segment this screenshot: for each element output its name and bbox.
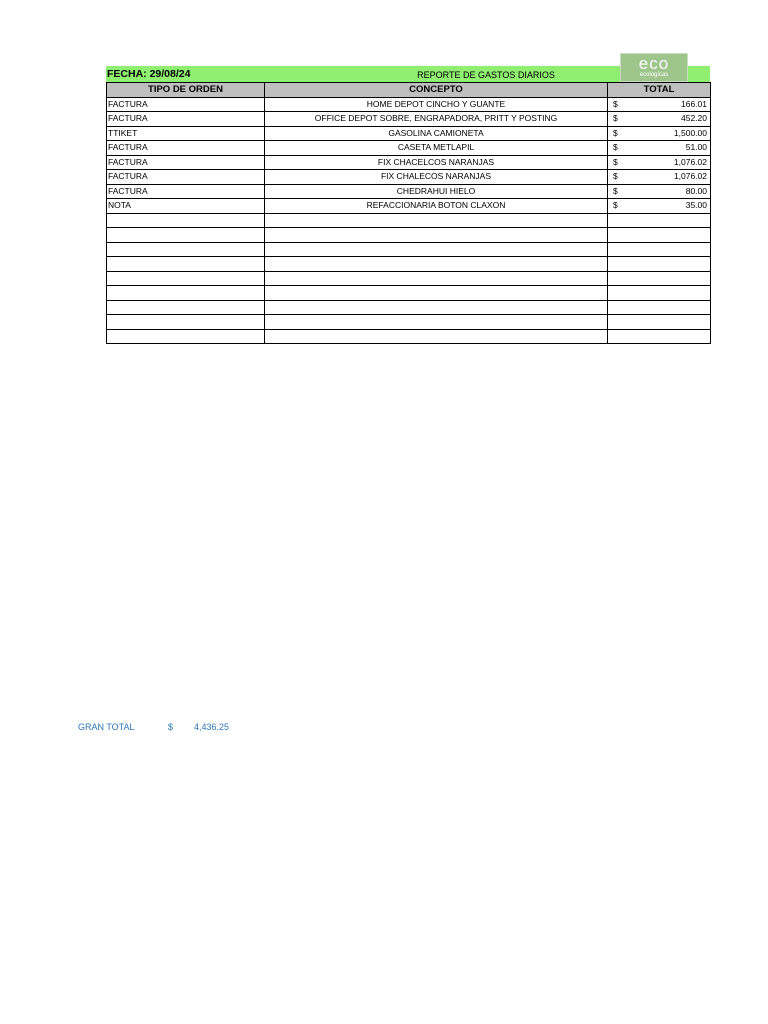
report-banner — [106, 54, 710, 82]
column-header-total: TOTAL — [608, 83, 711, 98]
cell-concepto — [265, 315, 608, 330]
table-body — [107, 97, 711, 344]
cell-amount: 35.00 — [685, 200, 707, 211]
logo-subtext: ecologicas — [639, 72, 669, 78]
cell-concepto: OFFICE DEPOT SOBRE, ENGRAPADORA, PRITT Y POSTING — [265, 112, 608, 127]
cell-amount: 1,500.00 — [673, 127, 707, 138]
cell-concepto — [265, 286, 608, 301]
cell-currency: $ — [613, 127, 618, 138]
table-row — [107, 97, 711, 112]
cell-total — [608, 271, 711, 286]
cell-concepto — [265, 329, 608, 344]
cell-concepto: FIX CHACELCOS NARANJAS — [265, 155, 608, 170]
cell-concepto: HOME DEPOT CINCHO Y GUANTE — [265, 97, 608, 112]
cell-currency: $ — [613, 113, 618, 123]
table-row — [107, 329, 711, 344]
cell-total — [608, 242, 711, 257]
table-row — [107, 141, 711, 156]
cell-amount: 452.20 — [681, 113, 707, 124]
cell-currency: $ — [613, 142, 618, 152]
cell-total — [608, 112, 711, 127]
cell-tipo: FACTURA — [107, 141, 265, 156]
cell-total — [608, 213, 711, 228]
grand-total-currency: $ — [168, 722, 174, 732]
cell-currency: $ — [613, 98, 618, 109]
cell-concepto — [265, 242, 608, 257]
cell-total — [608, 97, 711, 112]
cell-total — [608, 228, 711, 243]
cell-total — [608, 155, 711, 170]
column-header-tipo: TIPO DE ORDEN — [107, 83, 265, 98]
cell-concepto — [265, 228, 608, 243]
table-row — [107, 271, 711, 286]
cell-total — [608, 126, 711, 141]
table-header-row — [107, 83, 711, 98]
grand-total-label: GRAN TOTAL — [78, 722, 135, 732]
cell-amount: 1,076.02 — [673, 156, 707, 167]
cell-currency: $ — [613, 156, 618, 167]
cell-tipo: TTIKET — [107, 126, 265, 141]
cell-total — [608, 184, 711, 199]
column-header-concepto: CONCEPTO — [265, 83, 608, 98]
expense-table — [106, 82, 711, 344]
cell-tipo: FACTURA — [107, 97, 265, 112]
cell-tipo — [107, 228, 265, 243]
cell-tipo: NOTA — [107, 199, 265, 214]
cell-concepto — [265, 257, 608, 272]
cell-tipo — [107, 271, 265, 286]
cell-tipo — [107, 329, 265, 344]
cell-tipo: FACTURA — [107, 155, 265, 170]
table-row — [107, 242, 711, 257]
cell-concepto: GASOLINA CAMIONETA — [265, 126, 608, 141]
cell-amount: 1,076.02 — [673, 171, 707, 182]
table-row — [107, 315, 711, 330]
cell-tipo — [107, 213, 265, 228]
table-row — [107, 257, 711, 272]
logo-text: eco — [638, 54, 670, 73]
table-row — [107, 300, 711, 315]
cell-tipo: FACTURA — [107, 184, 265, 199]
cell-tipo: FACTURA — [107, 112, 265, 127]
expense-report — [106, 54, 710, 344]
cell-amount: 166.01 — [681, 98, 707, 109]
cell-currency: $ — [613, 185, 618, 196]
table-row — [107, 112, 711, 127]
cell-tipo — [107, 300, 265, 315]
cell-currency: $ — [613, 200, 618, 210]
cell-tipo — [107, 242, 265, 257]
cell-tipo — [107, 315, 265, 330]
cell-concepto — [265, 300, 608, 315]
eco-logo — [620, 53, 688, 82]
table-row — [107, 228, 711, 243]
cell-total — [608, 315, 711, 330]
grand-total-value: 4,436.25 — [194, 722, 230, 732]
cell-tipo: FACTURA — [107, 170, 265, 185]
cell-concepto — [265, 271, 608, 286]
cell-total — [608, 199, 711, 214]
cell-amount: 51.00 — [685, 142, 707, 153]
cell-total — [608, 257, 711, 272]
cell-amount: 80.00 — [685, 185, 707, 196]
cell-total — [608, 329, 711, 344]
cell-concepto: REFACCIONARIA BOTON CLAXON — [265, 199, 608, 214]
table-row — [107, 213, 711, 228]
cell-total — [608, 300, 711, 315]
table-row — [107, 155, 711, 170]
cell-concepto — [265, 213, 608, 228]
table-row — [107, 170, 711, 185]
cell-tipo — [107, 257, 265, 272]
table-row — [107, 184, 711, 199]
table-row — [107, 199, 711, 214]
table-row — [107, 286, 711, 301]
report-title: REPORTE DE GASTOS DIARIOS — [417, 70, 555, 80]
report-date: FECHA: 29/08/24 — [107, 68, 191, 80]
cell-currency: $ — [613, 171, 618, 181]
cell-concepto: CASETA METLAPIL — [265, 141, 608, 156]
table-row — [107, 126, 711, 141]
cell-total — [608, 170, 711, 185]
cell-concepto: FIX CHALECOS NARANJAS — [265, 170, 608, 185]
cell-concepto: CHEDRAHUI HIELO — [265, 184, 608, 199]
cell-total — [608, 286, 711, 301]
cell-total — [608, 141, 711, 156]
cell-tipo — [107, 286, 265, 301]
